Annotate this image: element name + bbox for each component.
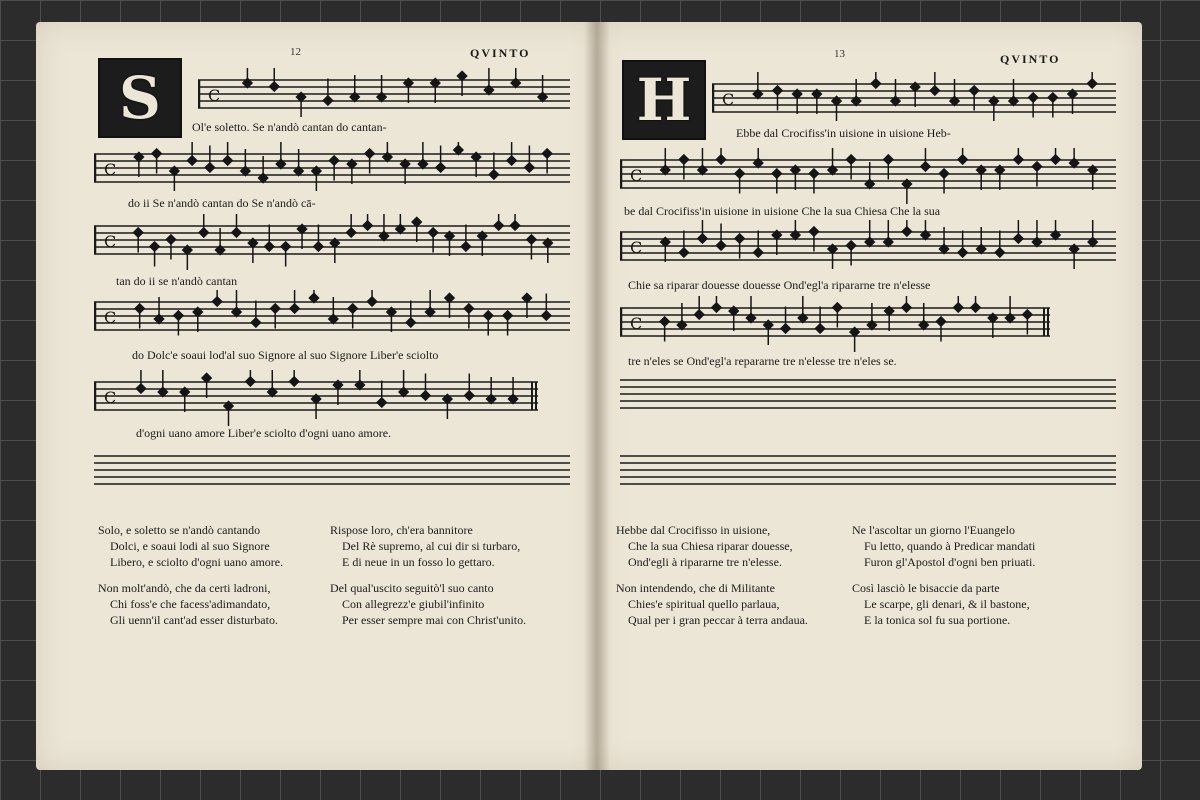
stanza-line: Non molt'andò, che da certi ladroni, <box>98 581 271 595</box>
stanza-line: Che la sua Chiesa riparar douesse, <box>628 539 793 553</box>
left-page-number: 12 <box>290 46 301 58</box>
empty-staff <box>94 450 570 490</box>
text-stanza-2 <box>330 522 520 570</box>
open-book <box>36 22 1142 770</box>
music-staff-1 <box>712 72 1116 128</box>
music-staff-2 <box>620 148 1116 204</box>
music-staff-4 <box>620 296 1050 352</box>
stanza-line: Qual per i gran peccar à terra andaua. <box>628 613 808 627</box>
text-stanza-4 <box>852 580 1030 628</box>
left-page <box>36 22 598 770</box>
svg-text:C: C <box>630 314 643 333</box>
svg-text:C: C <box>208 86 221 105</box>
text-stanza-3 <box>616 580 808 628</box>
lyric-line-5: d'ogni uano amore Liber'e sciolto d'ogni uano amore. <box>136 426 392 440</box>
lyric-line-3: tan do ii se n'andò cantan <box>116 274 238 288</box>
stanza-line: Ne l'ascoltar un giorno l'Euangelo <box>852 523 1015 537</box>
stanza-line: Del Rè supremo, al cui dir si turbaro, <box>342 539 521 553</box>
svg-text:C: C <box>104 308 117 327</box>
stanza-line: Chi foss'e che facess'adimandato, <box>110 597 271 611</box>
lyric-line-1: Ebbe dal Crocifiss'in uisione in uisione Heb- <box>736 126 951 140</box>
stanza-line: Solo, e soletto se n'andò cantando <box>98 523 261 537</box>
lyric-line-1: Ol'e soletto. Se n'andò cantan do cantan- <box>192 120 387 134</box>
right-page-number: 13 <box>834 48 845 60</box>
book-gutter <box>584 22 610 770</box>
lyric-line-4: tre n'eles se Ond'egl'a repararne tre n'elesse tre n'eles se. <box>628 354 897 368</box>
svg-text:C: C <box>722 90 735 109</box>
stanza-line: E la tonica sol fu sua portione. <box>864 613 1011 627</box>
stanza-line: Rispose loro, ch'era bannitore <box>330 523 473 537</box>
initial-letter: S <box>119 64 161 132</box>
stanza-line: Le scarpe, gli denari, & il bastone, <box>864 597 1030 611</box>
svg-text:C: C <box>630 166 643 185</box>
text-stanza-4 <box>330 580 526 628</box>
stanza-line: Così lasciò le bisaccie da parte <box>852 581 1000 595</box>
stanza-line: Furon gl'Apostol d'ogni ben priuati. <box>864 555 1036 569</box>
stanza-line: Fu letto, quando à Predicar mandati <box>864 539 1036 553</box>
empty-staff-2 <box>620 450 1116 490</box>
music-staff-2 <box>94 142 570 198</box>
lyric-line-2: do ii Se n'andò cantan do Se n'andò cā- <box>128 196 316 210</box>
svg-text:C: C <box>630 238 643 257</box>
svg-text:C: C <box>104 232 117 251</box>
stanza-line: Con allegrezz'e giubil'infinito <box>342 597 485 611</box>
stanza-line: Dolci, e soaui lodi al suo Signore <box>110 539 270 553</box>
text-stanza-2 <box>852 522 1035 570</box>
stanza-line: Non intendendo, che di Militante <box>616 581 775 595</box>
svg-text:C: C <box>104 388 117 407</box>
decorated-initial-h <box>622 60 706 140</box>
left-page-header: QVINTO <box>470 46 531 60</box>
right-page <box>596 22 1142 770</box>
decorated-initial-s <box>98 58 182 138</box>
svg-text:C: C <box>104 160 117 179</box>
stanza-line: Del qual'uscito seguitò'l suo canto <box>330 581 494 595</box>
music-staff-3 <box>620 220 1116 276</box>
lyric-line-2: be dal Crocifiss'in uisione in uisione Che la sua Chiesa Che la sua <box>624 204 941 218</box>
initial-letter: H <box>636 66 692 134</box>
stanza-line: Gli uenn'il cant'ad esser disturbato. <box>110 613 278 627</box>
music-staff-5 <box>94 370 538 426</box>
lyric-line-3: Chie sa riparar douesse douesse Ond'egl'a ripararne tre n'elesse <box>628 278 931 292</box>
text-stanza-3 <box>98 580 278 628</box>
right-page-header: QVINTO <box>1000 52 1061 66</box>
stanza-line: Chies'e spiritual quello parlaua, <box>628 597 780 611</box>
stanza-line: Ond'egli à ripararne tre n'elesse. <box>628 555 782 569</box>
stanza-line: E di neue in un fosso lo gettaro. <box>342 555 495 569</box>
stanza-line: Libero, e sciolto d'ogni uano amore. <box>110 555 284 569</box>
music-staff-4 <box>94 290 570 346</box>
music-staff-1 <box>198 68 570 124</box>
text-stanza-1 <box>616 522 793 570</box>
music-staff-3 <box>94 214 570 270</box>
stanza-line: Per esser sempre mai con Christ'unito. <box>342 613 527 627</box>
text-stanza-1 <box>98 522 283 570</box>
lyric-line-4: do Dolc'e soaui lod'al suo Signore al suo Signore Liber'e sciolto <box>132 348 439 362</box>
empty-staff-1 <box>620 374 1116 414</box>
stanza-line: Hebbe dal Crocifisso in uisione, <box>616 523 771 537</box>
